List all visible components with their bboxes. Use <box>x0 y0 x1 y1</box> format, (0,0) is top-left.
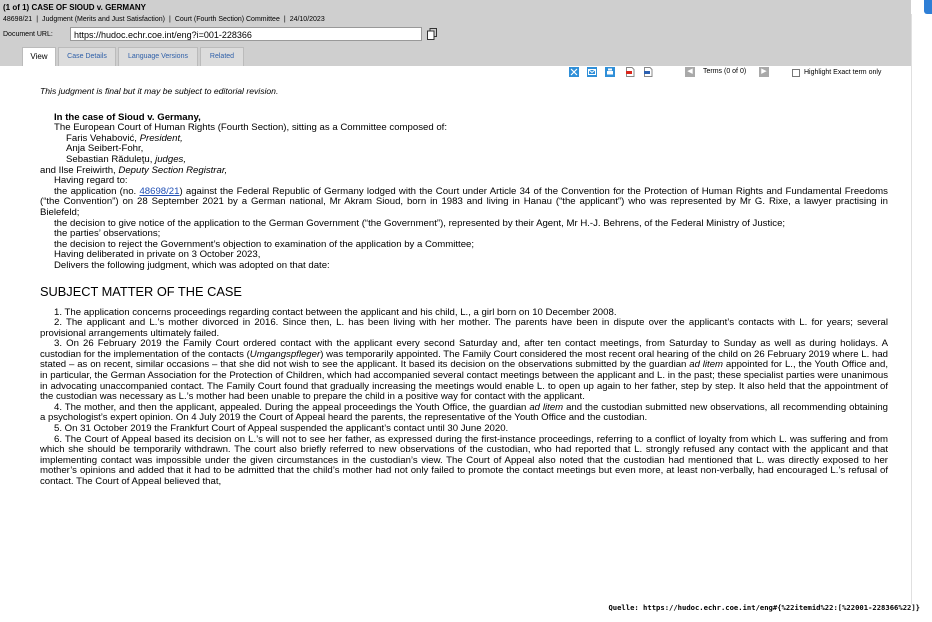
judge-entry: Anja Seibert-Fohr, <box>66 143 144 155</box>
document-type: Judgment (Merits and Just Satisfaction) <box>42 16 165 23</box>
deliberation-paragraph: Having deliberated in private on 3 October 2023, <box>54 249 261 261</box>
paragraph-4 <box>40 403 888 424</box>
pdf-icon[interactable] <box>625 67 635 77</box>
subject-matter-heading: SUBJECT MATTER OF THE CASE <box>40 283 242 299</box>
case-title: In the case of Sioud v. Germany, <box>54 111 201 123</box>
judge-name: Faris Vehabović, <box>66 132 140 144</box>
judge-role: judges, <box>155 153 187 165</box>
court-formation: Court (Fourth Section) Committee <box>174 16 280 23</box>
highlight-exact-label: Highlight Exact term only <box>804 69 882 76</box>
document-toolbar <box>0 66 911 80</box>
judge-entry <box>40 134 888 145</box>
registrar-name: and Ilse Freiwirth, <box>40 164 119 176</box>
text-run: appointed for L., the Youth Office and, in particular, the German Association for the Protection of Children, which had accompanied several contact meetings between the applicant and L. in the past; these specialist parties were unanimous in advocating unaccompanied contact. The Family Court found that gradually increasing the meetings would enable L. to open up again to her father, step by step. It also held that the appointment of the custodian was necessary as L.’s mother had been unable to prepare the child in a positive way for contact with the applicant. <box>40 359 888 403</box>
document-url-field[interactable]: https://hudoc.echr.coe.int/eng?i=001-228366 <box>70 27 422 41</box>
application-paragraph <box>40 187 888 219</box>
judgment-date: 24/10/2023 <box>289 16 325 23</box>
url-label: Document URL: <box>3 31 53 38</box>
registrar-entry <box>40 166 888 177</box>
copy-icon[interactable] <box>427 28 437 40</box>
document-header <box>0 0 911 66</box>
print-icon[interactable] <box>605 67 615 77</box>
judge-name: Sebastian Răduleţu, <box>66 153 156 165</box>
text-run: the application (no. <box>54 185 140 197</box>
terms-counter: Terms (0 of 0) <box>703 68 747 75</box>
paragraph-2: 2. The applicant and L.’s mother divorced in 2016. Since then, L. has been living with her mother. The parents have been in dispute over the applicant’s contacts with L. for years; several provisional arrangements ultimately failed. <box>40 317 888 339</box>
paragraph-3 <box>40 339 888 403</box>
registrar-role: Deputy Section Registrar, <box>118 164 228 176</box>
tab-language-versions[interactable]: Language Versions <box>118 47 198 66</box>
application-number: 48698/21 <box>3 16 33 23</box>
email-icon[interactable] <box>587 67 597 77</box>
tab-view[interactable]: View <box>22 47 56 66</box>
application-number-link[interactable]: 48698/21 <box>139 185 180 197</box>
document-title: (1 of 1) CASE OF SIOUD v. GERMANY <box>3 3 146 12</box>
emphasis: Umgangspfleger <box>249 348 321 360</box>
reject-paragraph: the decision to reject the Government’s objection to examination of the application by a Committee; <box>54 238 475 250</box>
paragraph-1: 1. The application concerns proceedings regarding contact between the applicant and his child, L., a girl born on 10 December 2008. <box>54 306 617 318</box>
expand-icon[interactable] <box>569 67 579 77</box>
paragraph-6: 6. The Court of Appeal based its decision on L.’s will not to see her father, as expressed during the first-instance proceedings, referring to a conflict of loyalty from which L. was suffering and from which she should be temporarily withdrawn. The court also briefly referred to new observations of the custodian, who had reported that L. strongly refused any contact with the applicant and that implementing contact was impossible under the given circumstances in the custodian’s view. The Court of Appeal also noted that the custodian had mentioned that L. was directly exposed to her mother’s opinions and added that it had to be admitted that the child’s mother had not only failed to promote the contact meetings but even more, at least non-verbally, had encouraged L.’s refusal of contact. The Court of Appeal believed that, <box>40 433 888 487</box>
delivery-paragraph: Delivers the following judgment, which was adopted on that date: <box>54 259 330 271</box>
tab-related[interactable]: Related <box>200 47 244 66</box>
next-term-button[interactable]: ▶ <box>759 67 769 77</box>
emphasis: ad litem <box>689 359 724 371</box>
previous-term-button[interactable]: ◀ <box>685 67 695 77</box>
text-run: and the custodian submitted new observations, all recommending obtaining a psychologist’s expert opinion. On 4 July 2019 the Court of Appeal heard the parents, the representative of the Youth Office and the custodian. <box>40 401 889 424</box>
paragraph-5: 5. On 31 October 2019 the Frankfurt Court of Appeal suspended the applicant’s contact until 30 June 2020. <box>54 423 509 435</box>
source-citation: Quelle: https://hudoc.echr.coe.int/eng#{%22itemid%22:[%22001-228366%22]} <box>608 603 920 612</box>
highlight-exact-checkbox[interactable] <box>792 69 800 77</box>
notice-paragraph: the decision to give notice of the application to the German Government (“the Government”), represented by their Agent, Mr H.-J. Behrens, of the Federal Ministry of Justice; <box>54 217 786 229</box>
word-icon[interactable] <box>643 67 653 77</box>
scrollbar[interactable] <box>911 14 912 604</box>
text-run: 4. The mother, and then the applicant, appealed. During the appeal proceedings the Youth Office, the guardian <box>54 401 530 413</box>
editorial-note: This judgment is final but it may be subject to editorial revision. <box>40 86 279 96</box>
text-run: ) against the Federal Republic of Germany lodged with the Court under Article 34 of the Convention for the Protection of Human Rights and Fundamental Freedoms (“the Convention”) on 28 September 2021 by a German national, Mr Akram Sioud, born in 1983 and living in Hanau (“the applicant”) who was represented by Mr G. Rixe, a lawyer practising in Bielefeld; <box>40 185 888 218</box>
emphasis: ad litem <box>529 401 564 413</box>
text-run: ) was temporarily appointed. The Family Court considered the most recent oral hearing of the child on 26 February 2019 where L. had stated – as on recent, similar occasions – that she did not wish to see the applicant. It based its decision on the observations submitted by the guardian <box>40 348 889 371</box>
observations-paragraph: the parties’ observations; <box>54 228 161 240</box>
judgment-text <box>40 86 888 488</box>
document-meta: 48698/21 | Judgment (Merits and Just Satisfaction) | Court (Fourth Section) Committee | 24/10/2023 <box>3 16 325 23</box>
court-composition: The European Court of Human Rights (Fourth Section), sitting as a Committee composed of: <box>54 122 447 134</box>
side-panel-toggle[interactable] <box>924 0 932 14</box>
text-run: 3. On 26 February 2019 the Family Court ordered contact with the applicant every second Saturday and, after ten contact meetings, from Saturday to Sunday as well as during holidays. A custodian for the implementation of the contacts ( <box>40 338 888 360</box>
tab-case-details[interactable]: Case Details <box>58 47 116 66</box>
judge-role: President, <box>139 132 183 144</box>
having-regard: Having regard to: <box>54 175 128 187</box>
